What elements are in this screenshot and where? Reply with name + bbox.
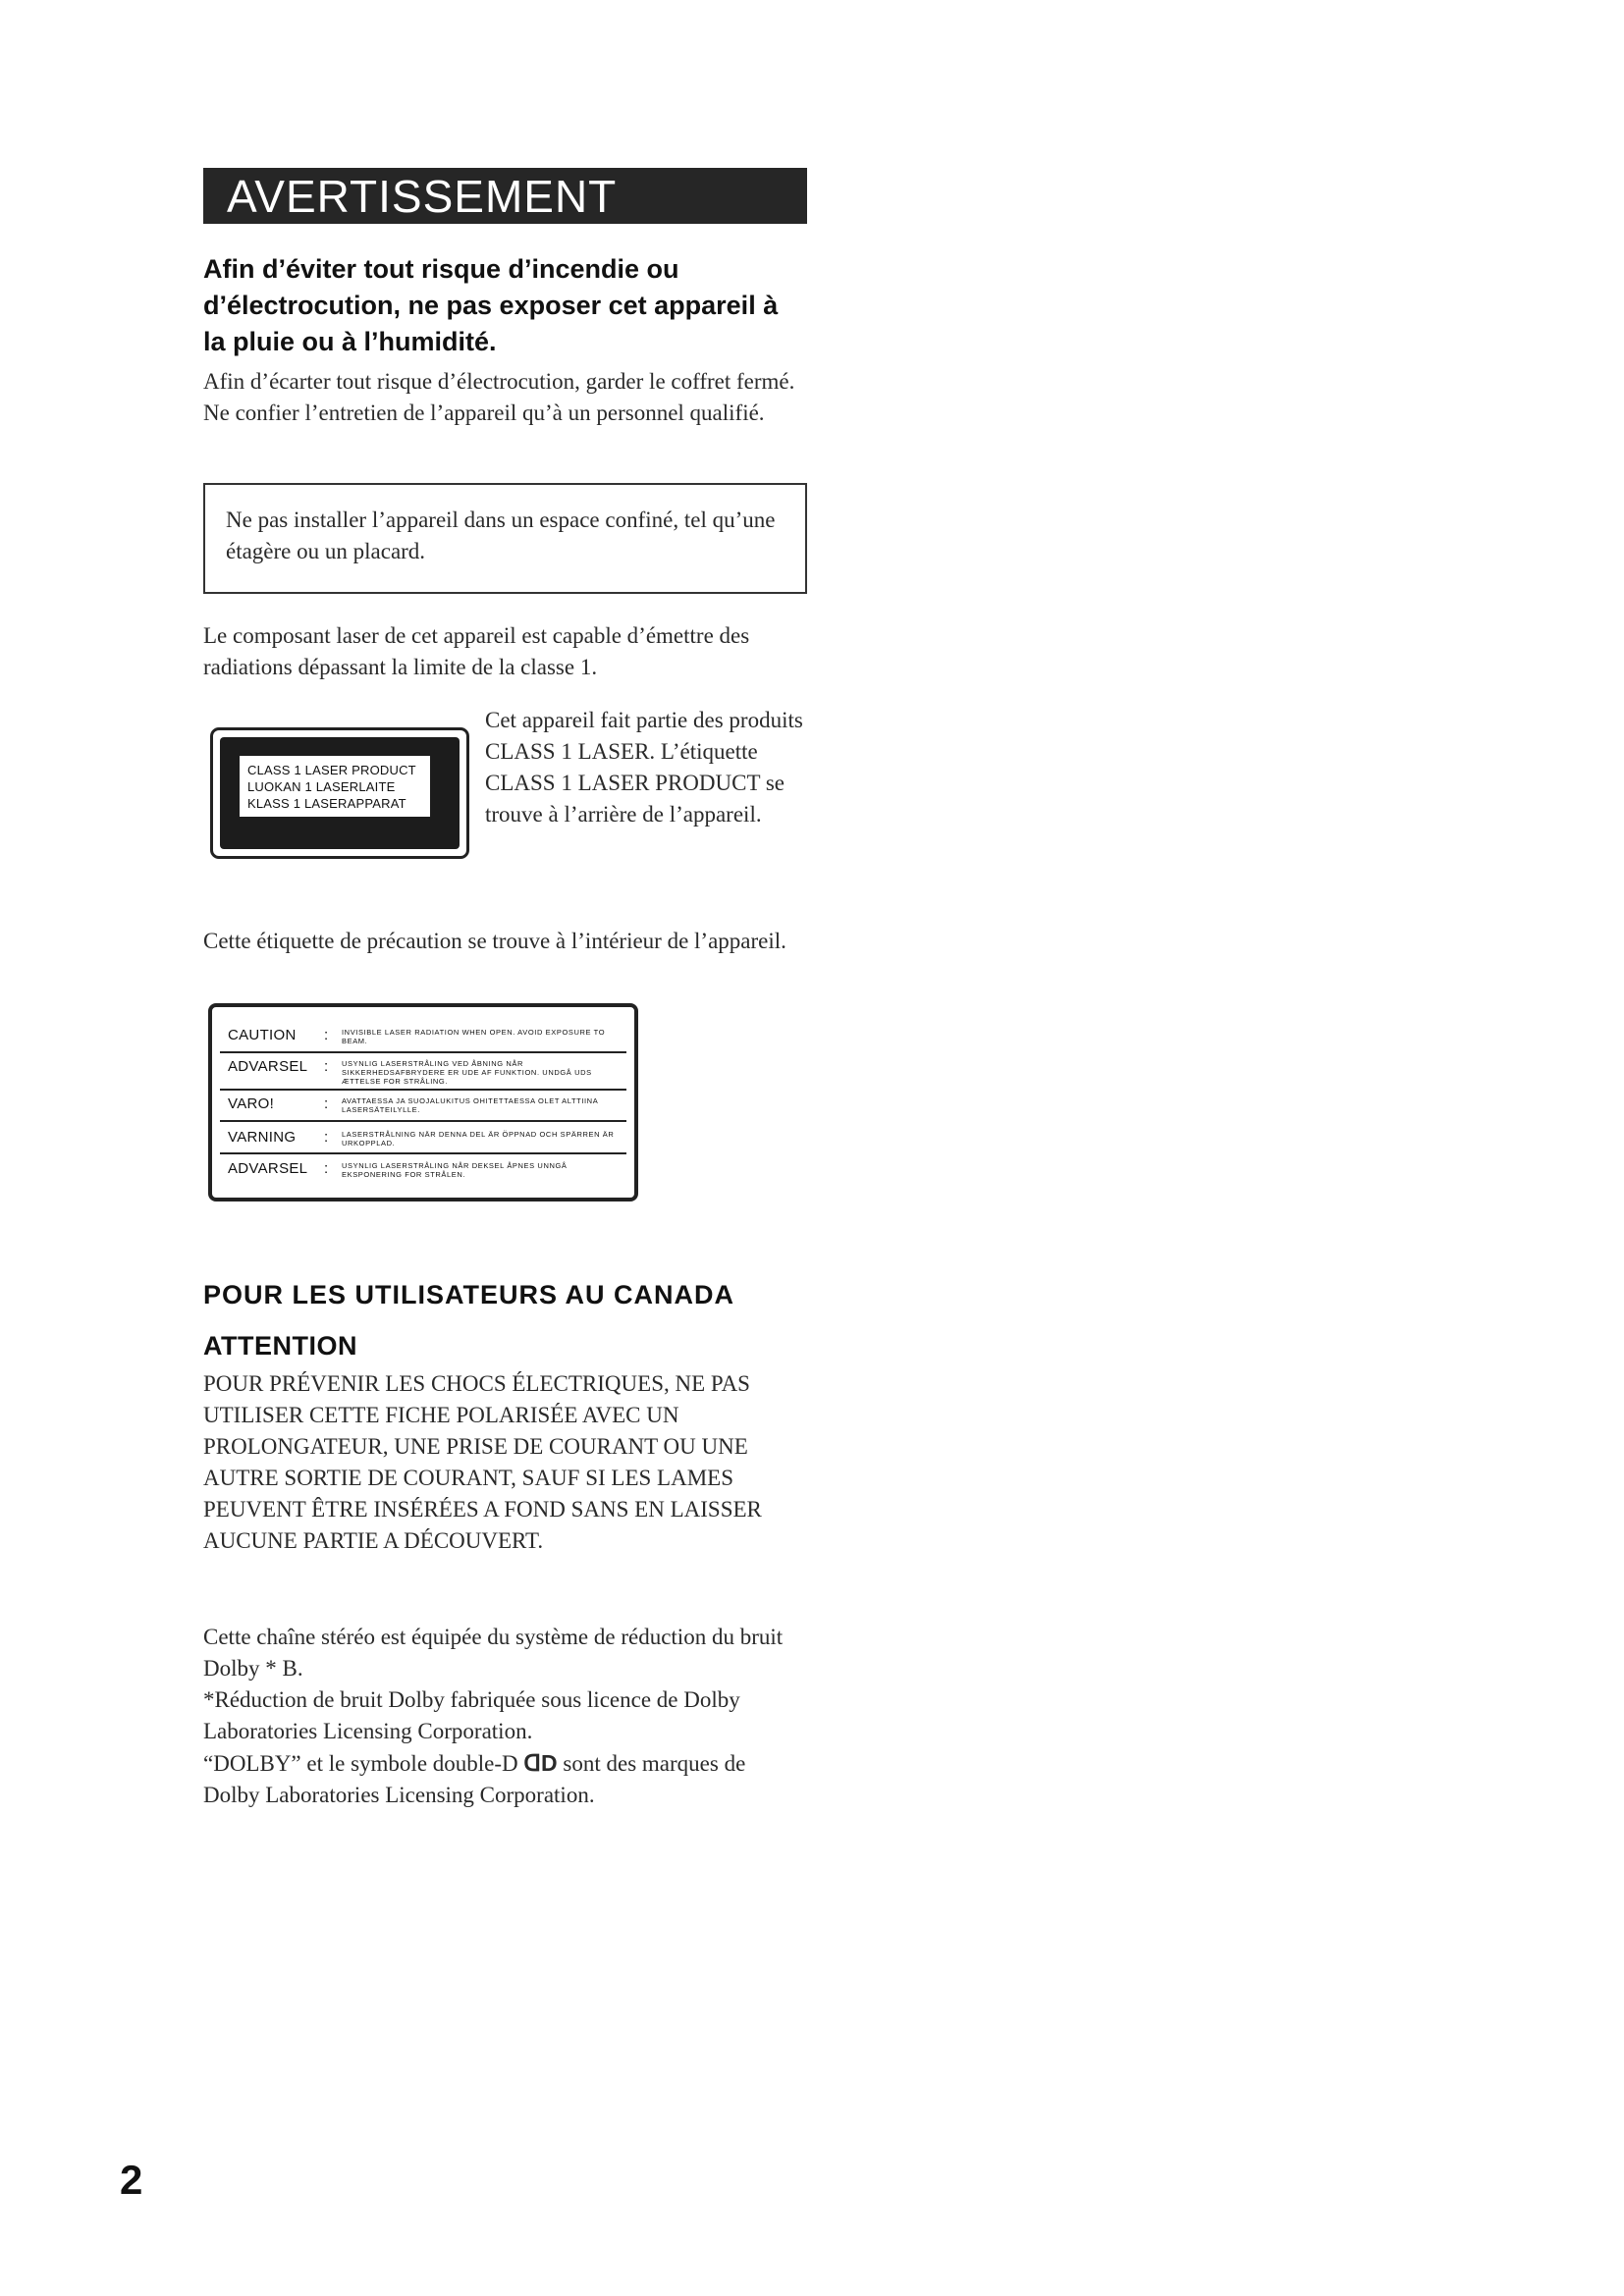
caution-row-key: CAUTION (228, 1027, 297, 1043)
laser-label-plate (240, 756, 430, 817)
canada-heading: POUR LES UTILISATEURS AU CANADA (203, 1280, 735, 1309)
caution-row-key: VARO! (228, 1095, 275, 1112)
caution-row-text: USYNLIG LASERSTRÅLING VED ÅBNING NÅR SIKKERHEDSAFBRYDERE ER UDE AF FUNKTION. UNDGÅ UDS ÆTTELSE FOR STRÅLING. (342, 1059, 592, 1086)
divider (220, 1051, 626, 1053)
dolby-license: *Réduction de bruit Dolby fabriquée sous licence de Dolby Laboratories Licensing Corporation. (203, 1687, 740, 1743)
caution-row-text: USYNLIG LASERSTRÅLING NÅR DEKSEL ÅPNES UNNGÅ EKSPONERING FOR STRÅLEN. (342, 1161, 568, 1179)
caution-row-key: ADVARSEL (228, 1160, 308, 1177)
dolby-trademark (203, 1747, 807, 1811)
caution-intro: Cette étiquette de précaution se trouve à l’intérieur de l’appareil. (203, 929, 786, 953)
dolby-double-d-icon: ᗡD (523, 1750, 558, 1776)
laser-intro: Le composant laser de cet appareil est capable d’émettre des radiations dépassant la limite de la classe 1. (203, 623, 750, 679)
page-number: 2 (120, 2157, 143, 2203)
laser-label-frame (220, 737, 460, 849)
caution-row-text: LASERSTRÅLNING NÄR DENNA DEL ÄR ÖPPNAD OCH SPÄRREN ÄR URKOPPLAD. (342, 1130, 615, 1148)
dolby-trademark-a: “DOLBY” et le symbole double-D (203, 1751, 518, 1776)
caution-row-key: ADVARSEL (228, 1058, 308, 1075)
dolby-statement: Cette chaîne stéréo est équipée du système de réduction du bruit Dolby * B. (203, 1625, 784, 1681)
notice-text: Ne pas installer l’appareil dans un espace confiné, tel qu’une étagère ou un placard. (226, 507, 776, 563)
caution-row-text: INVISIBLE LASER RADIATION WHEN OPEN. AVOID EXPOSURE TO BEAM. (342, 1028, 606, 1045)
laser-side-text: Cet appareil fait partie des produits CLASS 1 LASER. L’étiquette CLASS 1 LASER PRODUCT se trouve à l’arrière de l’appareil. (485, 708, 803, 827)
laser-label-line: CLASS 1 LASER PRODUCT (247, 763, 416, 777)
class1-laser-label (210, 727, 469, 859)
divider (220, 1152, 626, 1154)
dolby-trademark-b: sont des marques de Dolby Laboratories Licensing Corporation. (203, 1751, 746, 1807)
warning-body: Afin d’écarter tout risque d’électrocution, garder le coffret fermé. Ne confier l’entretien de l’appareil qu’à un personnel qualifié. (203, 369, 795, 425)
warning-lead: Afin d’éviter tout risque d’incendie ou d’électrocution, ne pas exposer cet appareil à la pluie ou à l’humidité. (203, 254, 779, 356)
laser-label-line: LUOKAN 1 LASERLAITE (247, 779, 396, 794)
attention-heading: ATTENTION (203, 1331, 357, 1361)
caution-label: CAUTION : INVISIBLE LASER RADIATION WHEN OPEN. AVOID EXPOSURE TO BEAM. ADVARSEL : USYNLIG LASERSTRÅLING VED ÅBNING NÅR SIKKERHEDSAFBRYDERE ER UDE AF FUNKTION. UNDGÅ UDS ÆTTELSE FOR STRÅLING. VARO! : AVATTAESSA JA SUOJALUKITUS OHITETTAESSA OLET ALTTIINA LASERSÄTEILYLLE. VARNING : LASERSTRÅLNING NÄR DENNA DEL ÄR ÖPPNAD OCH SPÄRREN ÄR URKOPPLAD. ADVARSEL : USYNLIG LASERSTRÅLING NÅR DEKSEL ÅPNES UNNGÅ EKSPONERING FOR STRÅLEN. (208, 1003, 638, 1201)
laser-label-line: KLASS 1 LASERAPPARAT (247, 796, 406, 811)
canada-warning-text: POUR PRÉVENIR LES CHOCS ÉLECTRIQUES, NE PAS UTILISER CETTE FICHE POLARISÉE AVEC UN PROLONGATEUR, UNE PRISE DE COURANT OU UNE AUTRE SORTIE DE COURANT, SAUF SI LES LAMES PEUVENT ÊTRE INSÉRÉES A FOND SANS EN LAISSER AUCUNE PARTIE A DÉCOUVERT. (203, 1371, 762, 1553)
banner-title: AVERTISSEMENT (227, 171, 618, 222)
warning-banner (203, 168, 807, 224)
caution-row-key: VARNING (228, 1129, 297, 1146)
caution-row-text: AVATTAESSA JA SUOJALUKITUS OHITETTAESSA OLET ALTTIINA LASERSÄTEILYLLE. (342, 1096, 598, 1114)
notice-box (203, 483, 807, 594)
divider (220, 1120, 626, 1122)
divider (220, 1089, 626, 1091)
